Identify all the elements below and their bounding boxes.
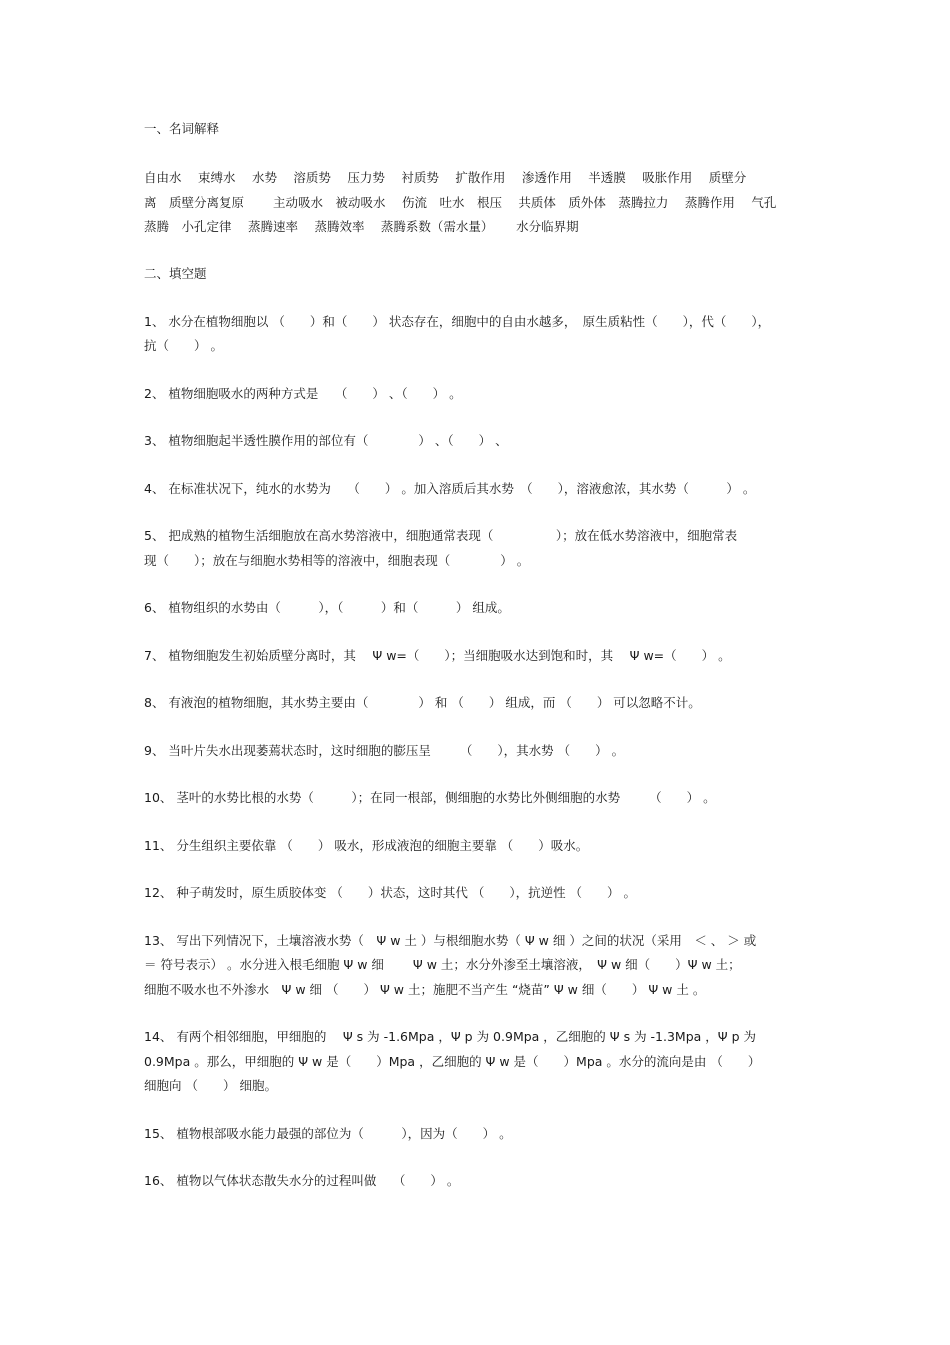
question-1 bbox=[144, 310, 809, 359]
question-line: 12、 种子萌发时，原生质胶体变 （ ）状态，这时其代 （ ），抗逆性 （ ） 。 bbox=[144, 885, 637, 900]
question-2 bbox=[144, 382, 809, 407]
question-line: 细胞不吸水也不外渗水 Ψ w 细 （ ） Ψ w 土；施肥不当产生 “烧苗” Ψ w 细（ ） Ψ w 土 。 bbox=[144, 981, 706, 997]
question-8 bbox=[144, 691, 809, 716]
question-line: 9、 当叶片失水出现萎蔫状态时，这时细胞的膨压呈 （ ），其水势 （ ） 。 bbox=[144, 742, 625, 758]
question-12 bbox=[144, 881, 809, 906]
question-line: ＝ 符号表示） 。水分进入根毛细胞 Ψ w 细 Ψ w 土；水分外渗至土壤溶液， Ψ w 细（ ）Ψ w 土； bbox=[144, 957, 741, 972]
document-page bbox=[144, 118, 809, 1217]
question-5 bbox=[144, 524, 809, 573]
question-line: 10、 茎叶的水势比根的水势（ ）；在同一根部，侧细胞的水势比外侧细胞的水势 （ ） 。 bbox=[144, 790, 716, 805]
question-line: 8、 有液泡的植物细胞，其水势主要由（ ） 和 （ ） 组成，而 （ ） 可以忽略不计。 bbox=[144, 695, 701, 710]
question-line: 14、 有两个相邻细胞，甲细胞的 Ψ s 为 -1.6Mpa ，Ψ p 为 0.9Mpa ，乙细胞的 Ψ s 为 -1.3Mpa ，Ψ p 为 bbox=[144, 1029, 757, 1044]
question-6 bbox=[144, 596, 809, 621]
question-3 bbox=[144, 429, 809, 454]
question-list bbox=[144, 310, 809, 1194]
terms-list bbox=[144, 166, 809, 240]
question-11 bbox=[144, 834, 809, 859]
question-line: 7、 植物细胞发生初始质壁分离时，其 Ψ w=（ ）；当细胞吸水达到饱和时，其 Ψ w=（ ） 。 bbox=[144, 647, 731, 663]
question-line: 2、 植物细胞吸水的两种方式是 （ ） 、（ ） 。 bbox=[144, 385, 462, 401]
question-line: 3、 植物细胞起半透性膜作用的部位有（ ） 、（ ） 、 bbox=[144, 433, 508, 448]
question-line: 现（ ）；放在与细胞水势相等的溶液中，细胞表现（ ） 。 bbox=[144, 552, 530, 568]
question-line: 13、 写出下列情况下，土壤溶液水势（ Ψ w 土 ）与根细胞水势（ Ψ w 细 ）之间的状况（采用 ＜ 、 ＞ 或 bbox=[144, 932, 757, 948]
question-16 bbox=[144, 1169, 809, 1194]
question-15 bbox=[144, 1122, 809, 1147]
question-line: 0.9Mpa 。那么，甲细胞的 Ψ w 是（ ）Mpa ，乙细胞的 Ψ w 是（ ）Mpa 。水分的流向是由 （ ） bbox=[144, 1053, 761, 1069]
question-4 bbox=[144, 477, 809, 502]
question-line: 抗（ ） 。 bbox=[144, 338, 223, 353]
question-line: 5、 把成熟的植物生活细胞放在高水势溶液中，细胞通常表现（ ）；放在低水势溶液中，细胞常表 bbox=[144, 528, 738, 543]
terms-line: 自由水 束缚水 水势 溶质势 压力势 衬质势 扩散作用 渗透作用 半透膜 吸胀作用 质壁分 bbox=[144, 170, 747, 185]
terms-line: 蒸腾 小孔定律 蒸腾速率 蒸腾效率 蒸腾系数（需水量） 水分临界期 bbox=[144, 219, 579, 234]
question-line: 细胞向 （ ） 细胞。 bbox=[144, 1078, 277, 1093]
question-line: 11、 分生组织主要依靠 （ ） 吸水，形成液泡的细胞主要靠 （ ）吸水。 bbox=[144, 837, 589, 853]
question-line: 4、 在标准状况下，纯水的水势为 （ ） 。加入溶质后其水势 （ ），溶液愈浓，其水势（ ） 。 bbox=[144, 480, 756, 496]
question-13 bbox=[144, 929, 809, 1003]
question-9 bbox=[144, 739, 809, 764]
terms-line: 离 质壁分离复原 主动吸水 被动吸水 伤流 吐水 根压 共质体 质外体 蒸腾拉力 蒸腾作用 气孔 bbox=[144, 194, 777, 210]
question-line: 6、 植物组织的水势由（ ），（ ）和（ ） 组成。 bbox=[144, 600, 510, 615]
question-line: 16、 植物以气体状态散失水分的过程叫做 （ ） 。 bbox=[144, 1173, 460, 1188]
question-10 bbox=[144, 786, 809, 811]
question-7 bbox=[144, 644, 809, 669]
question-line: 15、 植物根部吸水能力最强的部位为（ ），因为（ ） 。 bbox=[144, 1125, 512, 1141]
section-title-fill-in: 二、填空题 bbox=[144, 265, 207, 281]
question-line: 1、 水分在植物细胞以 （ ）和（ ） 状态存在，细胞中的自由水越多， 原生质粘性（ ），代（ ）， bbox=[144, 313, 771, 329]
question-14 bbox=[144, 1025, 809, 1099]
section-title-definitions: 一、名词解释 bbox=[144, 121, 220, 136]
